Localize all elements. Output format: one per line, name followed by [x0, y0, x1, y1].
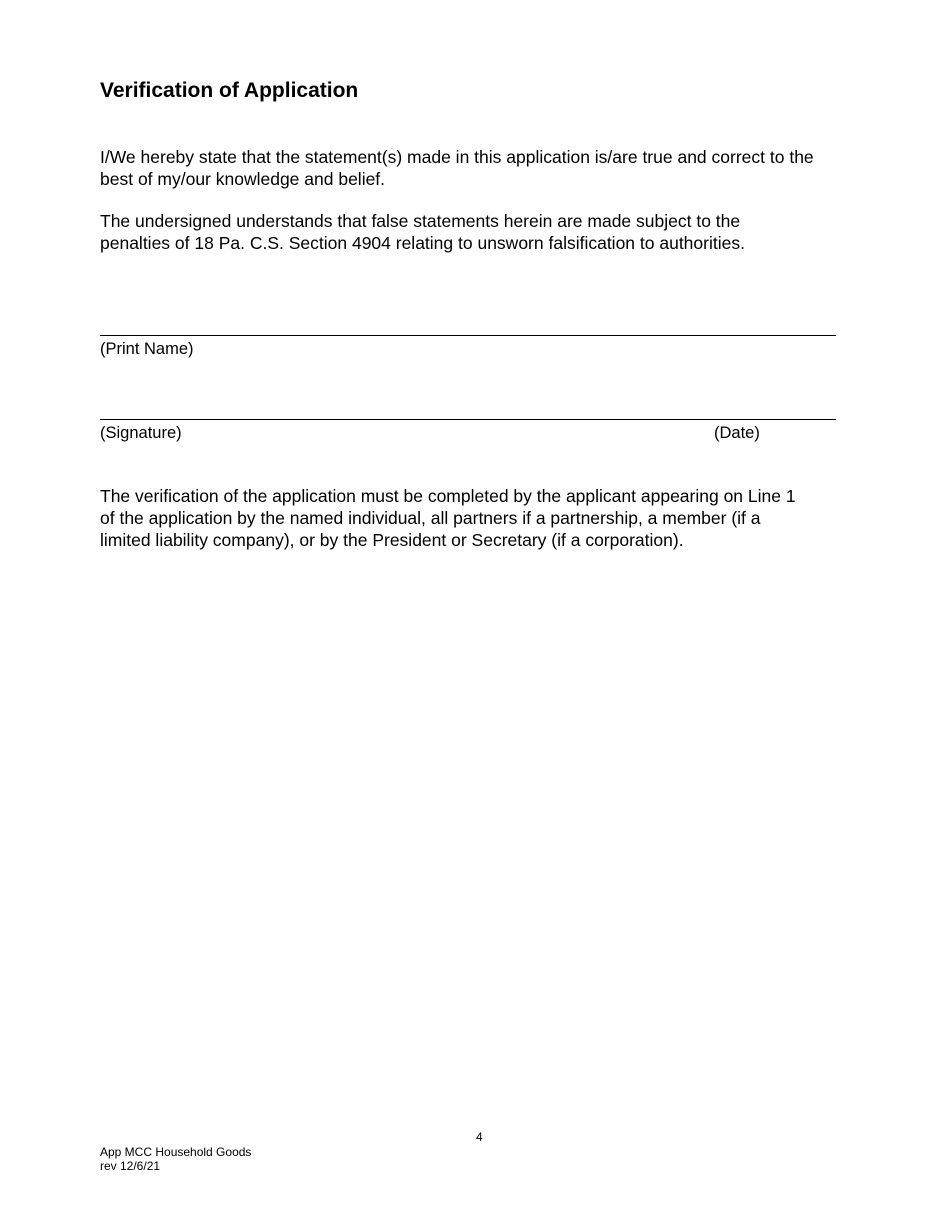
print-name-line[interactable] — [100, 335, 836, 336]
date-label: (Date) — [714, 424, 760, 442]
page-title: Verification of Application — [100, 79, 359, 102]
signature-line[interactable] — [100, 419, 836, 420]
paragraph-line: penalties of 18 Pa. C.S. Section 4904 relating to unsworn falsification to authorities. — [100, 233, 745, 253]
print-name-label: (Print Name) — [100, 340, 194, 358]
footer — [100, 1145, 251, 1173]
paragraph-line: The verification of the application must be completed by the applicant appearing on Line 1 — [100, 486, 796, 506]
signature-label: (Signature) — [100, 424, 182, 442]
paragraph-line: The undersigned understands that false statements herein are made subject to the — [100, 211, 741, 231]
paragraph-line: best of my/our knowledge and belief. — [100, 169, 386, 189]
penalty-paragraph — [100, 210, 870, 254]
paragraph-line: limited liability company), or by the President or Secretary (if a corporation). — [100, 530, 684, 550]
form-name: App MCC Household Goods — [100, 1145, 252, 1159]
instructions-paragraph — [100, 485, 870, 551]
statement-paragraph — [100, 146, 870, 190]
page-number: 4 — [476, 1130, 483, 1144]
paragraph-line: of the application by the named individual, all partners if a partnership, a member (if a — [100, 508, 761, 528]
revision-date: rev 12/6/21 — [100, 1159, 161, 1173]
paragraph-line: I/We hereby state that the statement(s) made in this application is/are true and correct to the — [100, 147, 814, 167]
